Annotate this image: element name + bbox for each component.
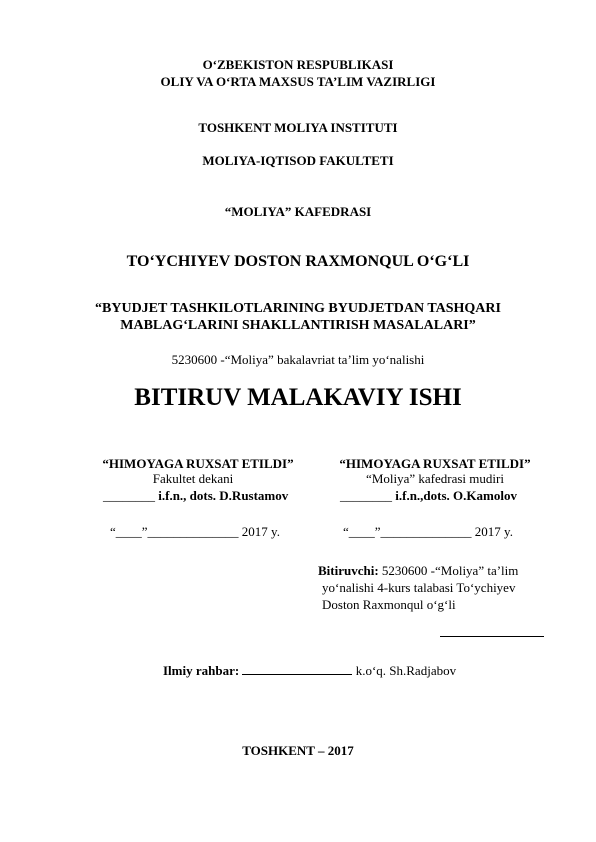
performer-signature-line (440, 636, 544, 637)
faculty-title: MOLIYA-IQTISOD FAKULTETI (202, 153, 394, 168)
approval-left-date-blank: ______________ (147, 524, 239, 539)
approval-left-date (110, 524, 280, 540)
approval-left-position: Fakultet dekani (152, 471, 234, 486)
footer-city-year: TOSHKENT – 2017 (242, 743, 354, 758)
approval-left-blank: ________ (103, 488, 155, 503)
approval-left-signature (103, 488, 288, 504)
approval-right-signature (340, 488, 517, 504)
performer-label: Bitiruvchi: (318, 563, 379, 578)
topic-line-1: “BYUDJET TASHKILOTLARINING BYUDJETDAN TASHQARI (95, 301, 501, 316)
department-title: “MOLIYA” KAFEDRASI (224, 204, 372, 219)
supervisor-name: k.o‘q. Sh.Radjabov (355, 663, 457, 678)
approval-right-date (343, 524, 513, 540)
ministry-title: OLIY VA O‘RTA MAXSUS TA’LIM VAZIRLIGI (160, 74, 436, 89)
supervisor-line (163, 663, 456, 679)
approval-left-year: 2017 y. (241, 524, 280, 539)
approval-right-year: 2017 y. (474, 524, 513, 539)
approval-right-date-blank: ______________ (380, 524, 472, 539)
approval-right-date-open: “____” (343, 524, 381, 539)
republic-title: O‘ZBEKISTON RESPUBLIKASI (202, 57, 394, 72)
performer-line-3: Doston Raxmonqul o‘g‘li (322, 597, 456, 612)
approval-right-position: “Moliya” kafedrasi mudiri (366, 471, 504, 486)
supervisor-label: Ilmiy rahbar: (163, 663, 240, 678)
work-type-title: BITIRUV MALAKAVIY ISHI (134, 384, 462, 411)
author-name: TO‘YCHIYEV DOSTON RAXMONQUL O‘G‘LI (126, 253, 470, 270)
topic-line-2: MABLAG‘LARINI SHAKLLANTIRISH MASALALARI” (120, 318, 476, 333)
supervisor-signature-blank (242, 673, 352, 675)
program-line: 5230600 -“Moliya” bakalavriat ta’lim yo‘nalishi (171, 352, 425, 367)
institute-title: TOSHKENT MOLIYA INSTITUTI (198, 120, 398, 135)
approval-right-title: “HIMOYAGA RUXSAT ETILDI” (339, 456, 531, 471)
performer-line-1-text: 5230600 -“Moliya” ta’lim (378, 563, 519, 578)
performer-line-2: yo‘nalishi 4-kurs talabasi To‘ychiyev (322, 580, 516, 595)
performer-line-1 (318, 563, 518, 579)
approval-left-title: “HIMOYAGA RUXSAT ETILDI” (102, 456, 294, 471)
approval-left-name: i.f.n., dots. D.Rustamov (158, 488, 289, 503)
approval-right-blank: ________ (340, 488, 392, 503)
approval-left-date-open: “____” (110, 524, 148, 539)
approval-right-name: i.f.n.,dots. O.Kamolov (395, 488, 517, 503)
